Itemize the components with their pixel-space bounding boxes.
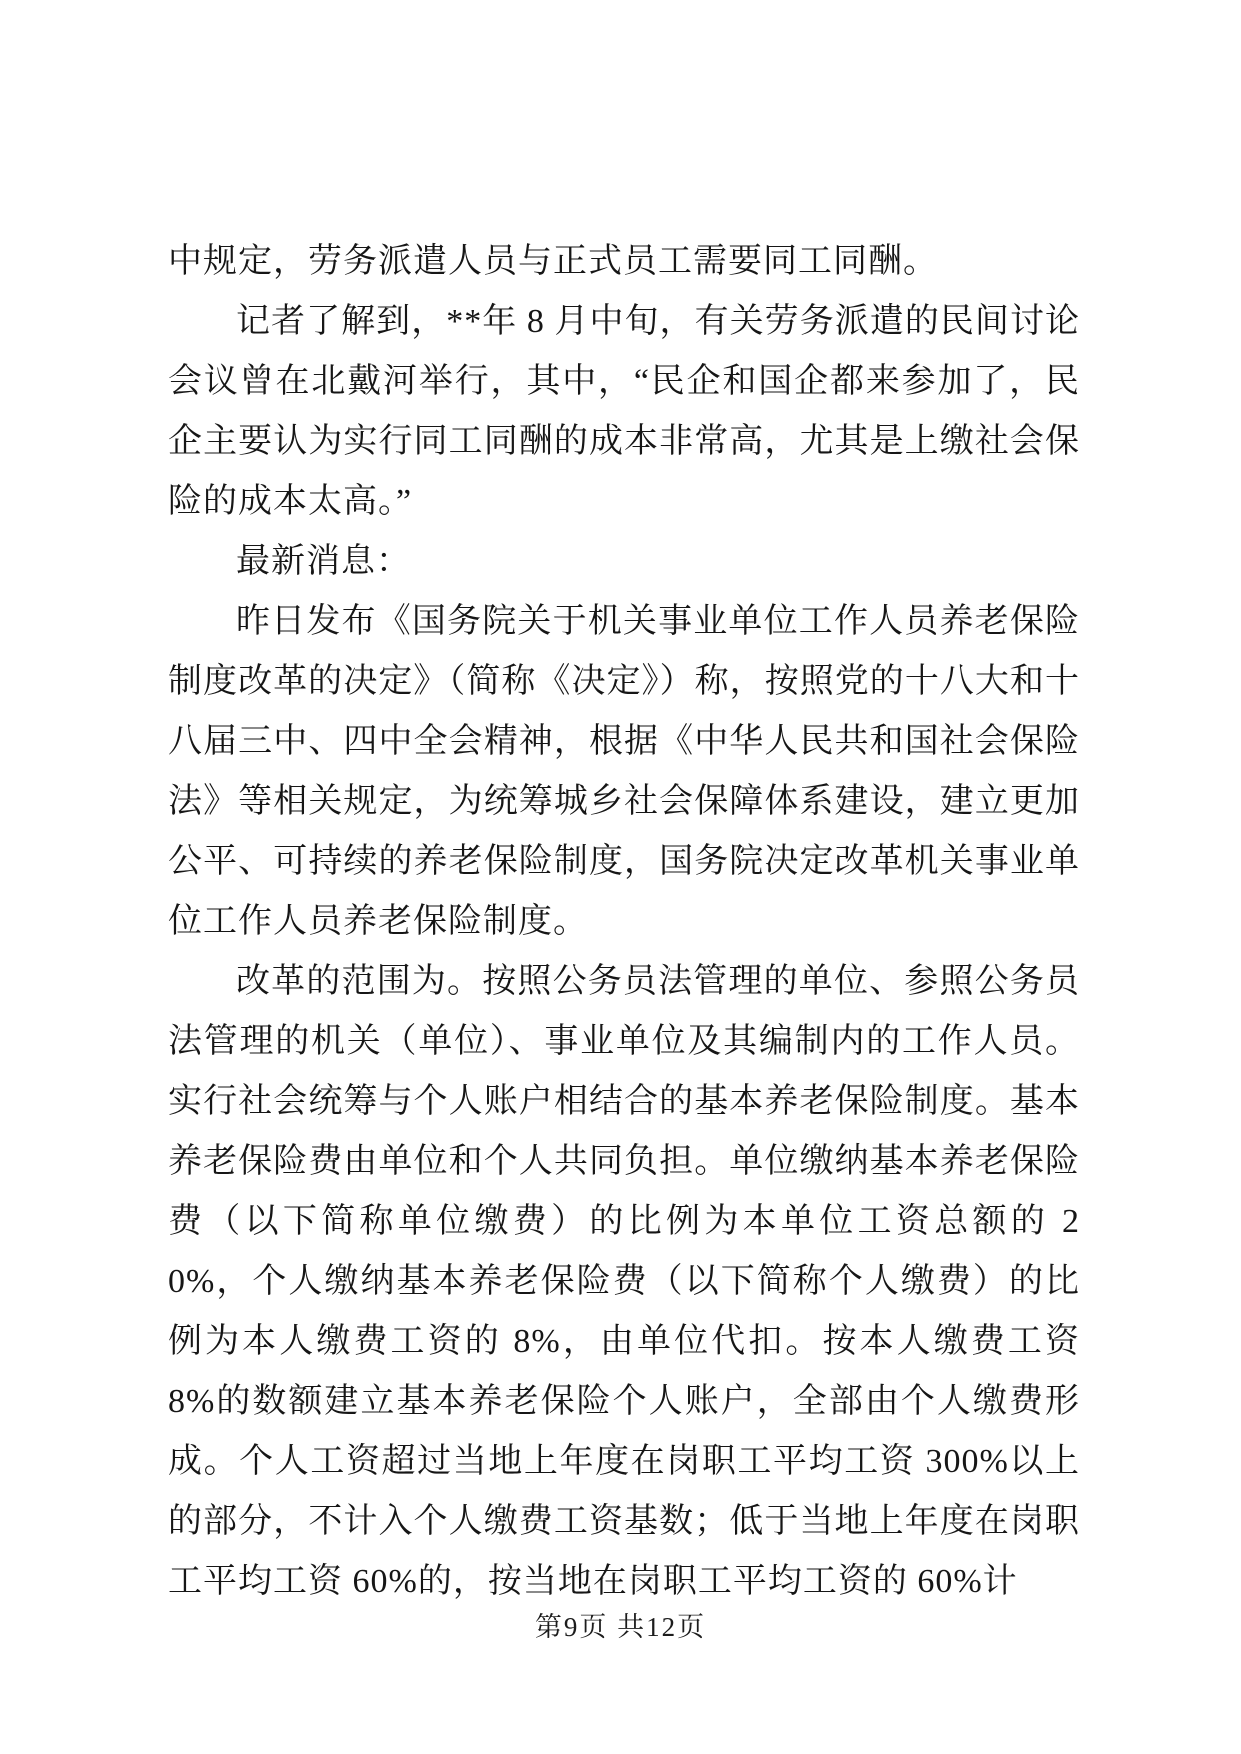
page-footer — [0, 1605, 1241, 1644]
paragraph-latest-news-heading: 最新消息： — [236, 543, 411, 580]
page-number-label: 第9页 共12页 — [534, 1612, 707, 1642]
document-body — [168, 232, 1080, 1612]
paragraph-reporter-note: 记者了解到，**年 8 月中旬，有关劳务派遣的民间讨论会议曾在北戴河举行，其中，“民企和国企都来参加了，民企主要认为实行同工同酬的成本非常高，尤其是上缴社会保险的成本太高。” — [168, 303, 1080, 520]
paragraph-state-council-decision: 昨日发布《国务院关于机关事业单位工作人员养老保险制度改革的决定》（简称《决定》）称，按照党的十八大和十八届三中、四中全会精神，根据《中华人民共和国社会保险法》等相关规定，为统筹城乡社会保障体系建设，建立更加公平、可持续的养老保险制度，国务院决定改革机关事业单位工作人员养老保险制度。 — [168, 603, 1080, 940]
paragraph-reform-scope: 改革的范围为。按照公务员法管理的单位、参照公务员法管理的机关（单位）、事业单位及其编制内的工作人员。实行社会统筹与个人账户相结合的基本养老保险制度。基本养老保险费由单位和个人共同负担。单位缴纳基本养老保险费（以下简称单位缴费）的比例为本单位工资总额的 20%，个人缴纳基本养老保险费（以下简称个人缴费）的比例为本人缴费工资的 8%，由单位代扣。按本人缴费工资 8%的数额建立基本养老保险个人账户，全部由个人缴费形成。个人工资超过当地上年度在岗职工平均工资 300%以上的部分，不计入个人缴费工资基数；低于当地上年度在岗职工平均工资 60%的，按当地在岗职工平均工资的 60%计 — [168, 963, 1080, 1600]
paragraph-continuation: 中规定，劳务派遣人员与正式员工需要同工同酬。 — [168, 243, 938, 280]
